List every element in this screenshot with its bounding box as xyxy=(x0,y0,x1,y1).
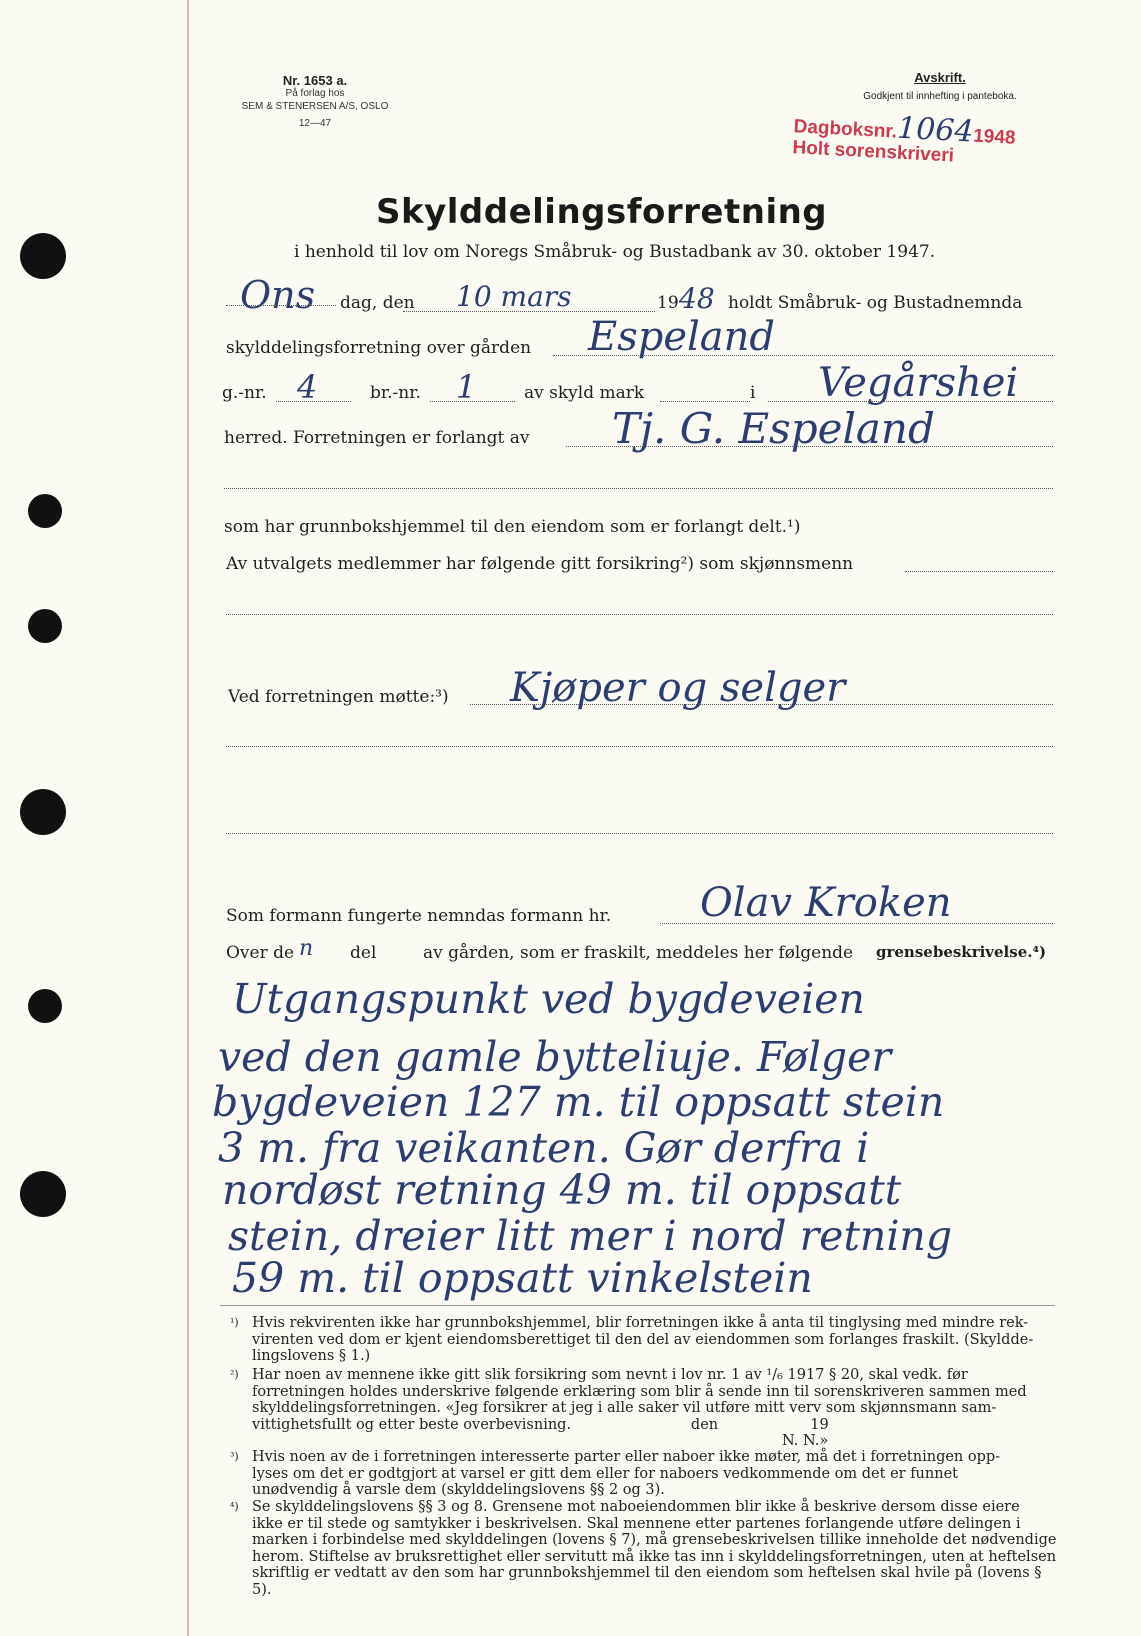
footnote-line: forretningen holdes underskrive følgende erklæring som blir å sende inn til sorenskriveren sammen med xyxy=(252,1383,1027,1400)
binder-hole xyxy=(20,233,66,279)
dotted-line xyxy=(226,746,1053,747)
binder-hole xyxy=(20,1171,66,1217)
dotted-line xyxy=(226,833,1053,834)
boundary-line-2: ved den gamle bytteliuje. Følger xyxy=(218,1033,892,1081)
hw-weekday: Ons xyxy=(240,273,316,317)
boundary-line-5: nordøst retning 49 m. til oppsatt xyxy=(222,1166,902,1214)
footnote-line: skriftlig er vedtatt av den som har grunnbokshjemmel til den eiendom som heftelsen skal hvile på (lovens § 5). xyxy=(252,1565,1042,1598)
footnote-mark: ³) xyxy=(230,1450,239,1463)
dotted-line xyxy=(905,571,1053,572)
binder-hole xyxy=(28,494,62,528)
footnote-mark: ¹) xyxy=(230,1316,239,1329)
row4-label: herred. Forretningen er forlangt av xyxy=(224,428,530,448)
row1-suffix: dag, den xyxy=(340,293,415,313)
footnote-line: lingslovens § 1.) xyxy=(252,1348,371,1364)
footnote-line: ikke er til stede og samtykker i beskrivelsen. Skal mennene etter partenes forlangende utføre delingen i xyxy=(252,1515,1021,1532)
footnote-1 xyxy=(230,1315,1057,1365)
footnote-line: Hvis noen av de i forretningen interesserte parter eller naboer ikke møter, må det i forretningen opp- xyxy=(252,1449,1001,1465)
hw-date: 10 mars xyxy=(456,280,572,313)
boundary-line-3: bygdeveien 127 m. til oppsatt stein xyxy=(212,1078,945,1126)
row3-skyld-label: av skyld mark xyxy=(524,383,645,403)
publisher-block xyxy=(220,74,410,130)
dotted-line xyxy=(224,488,1053,489)
boundary-line-7: 59 m. til oppsatt vinkelstein xyxy=(232,1254,813,1302)
row8-label: Som formann fungerte nemndas formann hr. xyxy=(226,906,612,926)
dotted-line xyxy=(660,401,750,402)
footnote-line: vittighetsfullt og etter beste overbevisning. den 19 xyxy=(252,1416,829,1433)
binder-hole xyxy=(28,989,62,1023)
hw-present: Kjøper og selger xyxy=(510,665,846,711)
row5-text: som har grunnbokshjemmel til den eiendom som er forlangt delt.¹) xyxy=(224,517,801,537)
hw-chairman: Olav Kroken xyxy=(700,880,952,926)
margin-line xyxy=(187,0,189,1636)
footnote-line: Se skylddelingslovens §§ 3 og 8. Grensene mot naboeiendommen blir ikke å beskrive dersom disse eiere xyxy=(252,1499,1020,1515)
footnote-divider xyxy=(220,1305,1055,1306)
footnote-3 xyxy=(230,1449,1057,1499)
row9-b: del xyxy=(350,943,377,963)
stamp-label: Dagboksnr. xyxy=(793,116,898,143)
hw-year: 48 xyxy=(679,282,715,315)
footnote-line: lyses om det er godtgjort at varsel er gitt dem eller for naboers vedkommende om det er funnet xyxy=(252,1465,958,1482)
footnote-2 xyxy=(230,1367,1057,1450)
footnote-line: Har noen av mennene ikke gitt slik forsikring som nevnt i lov nr. 1 av ¹/₆ 1917 § 20, skal vedk. før xyxy=(252,1367,968,1383)
footnote-line: herom. Stiftelse av bruksrettighet eller servitutt må ikke tas inn i skylddelingsforretningen, uten at heftelsen xyxy=(252,1548,1057,1565)
boundary-line-4: 3 m. fra veikanten. Gør derfra i xyxy=(218,1124,870,1172)
footnote-mark: ²) xyxy=(230,1368,239,1381)
footnote-line: skylddelingsforretningen. «Jeg forsikrer at jeg i alle saker vil utføre mitt verv som skjønnsmann sam- xyxy=(252,1400,997,1416)
stamp-number: 1064 xyxy=(896,110,975,150)
stamp-year: 1948 xyxy=(972,125,1017,149)
footnote-line: N. N.» xyxy=(782,1433,829,1449)
binder-hole xyxy=(20,789,66,835)
hw-municipality: Vegårshei xyxy=(818,360,1019,406)
row9-d: grensebeskrivelse.⁴) xyxy=(876,943,1047,961)
hw-bnr: 1 xyxy=(456,368,477,406)
publisher-line2: SEM & STENERSEN A/S, OSLO xyxy=(241,101,389,112)
boundary-line-1: Utgangspunkt ved bygdeveien xyxy=(232,975,865,1023)
footnote-line: virenten ved dom er kjent eiendomsberettiget til den del av eiendommen som forlanges fraskilt. (Skyldde- xyxy=(252,1331,1034,1348)
dotted-line xyxy=(768,401,1053,402)
row2-label: skylddelingsforretning over gården xyxy=(226,338,532,358)
hw-farm: Espeland xyxy=(588,314,776,360)
row6-text: Av utvalgets medlemmer har følgende gitt forsikring²) som skjønnsmenn xyxy=(226,554,854,574)
avskrift-title: Avskrift. xyxy=(914,70,966,85)
row1-end: holdt Småbruk- og Bustadnemnda xyxy=(728,293,1023,313)
subtitle: i henhold til lov om Noregs Småbruk- og Bustadbank av 30. oktober 1947. xyxy=(294,242,936,262)
form-number: Nr. 1653 a. xyxy=(282,73,348,88)
dotted-line xyxy=(430,401,515,402)
binder-hole xyxy=(28,609,62,643)
avskrift-block xyxy=(820,70,1060,102)
boundary-line-6: stein, dreier litt mer i nord retning xyxy=(228,1212,953,1260)
row3-gnr-label: g.-nr. xyxy=(222,383,267,403)
dotted-line xyxy=(226,305,336,306)
row1-mid: 19 xyxy=(657,293,679,313)
row3-i: i xyxy=(750,383,756,403)
publisher-line1: På forlag hos xyxy=(285,88,345,99)
footnote-line: Hvis rekvirenten ikke har grunnbokshjemmel, blir forretningen ikke å anta til tinglysing med mindre rek- xyxy=(252,1315,1029,1331)
row7-label: Ved forretningen møtte:³) xyxy=(228,687,449,707)
page-title: Skylddelingsforretning xyxy=(376,192,828,232)
registry-stamp xyxy=(792,110,1094,176)
dotted-line xyxy=(226,614,1053,615)
footnote-line: unødvendig å varsle dem (skylddelingslovens §§ 2 og 3). xyxy=(252,1482,665,1498)
footnote-mark: ⁴) xyxy=(230,1500,239,1513)
row3-bnr-label: br.-nr. xyxy=(370,383,421,403)
hw-requested-by: Tj. G. Espeland xyxy=(612,404,935,453)
footnote-line: marken i forbindelse med skylddelingen (lovens § 7), må grensebeskrivelsen tillike inneholde det nødvendige xyxy=(252,1532,1057,1548)
hw-gnr: 4 xyxy=(297,368,318,406)
print-date: 12—47 xyxy=(298,118,332,129)
dotted-line xyxy=(276,401,351,402)
row9-a: Over de xyxy=(226,943,295,963)
footnote-4 xyxy=(230,1499,1057,1598)
hw-part: n xyxy=(299,936,314,961)
stamp-office: Holt sorenskriveri xyxy=(792,137,955,167)
avskrift-subtitle: Godkjent til innhefting i panteboka. xyxy=(863,91,1017,102)
row9-c: av gården, som er fraskilt, meddeles her følgende xyxy=(423,943,854,963)
